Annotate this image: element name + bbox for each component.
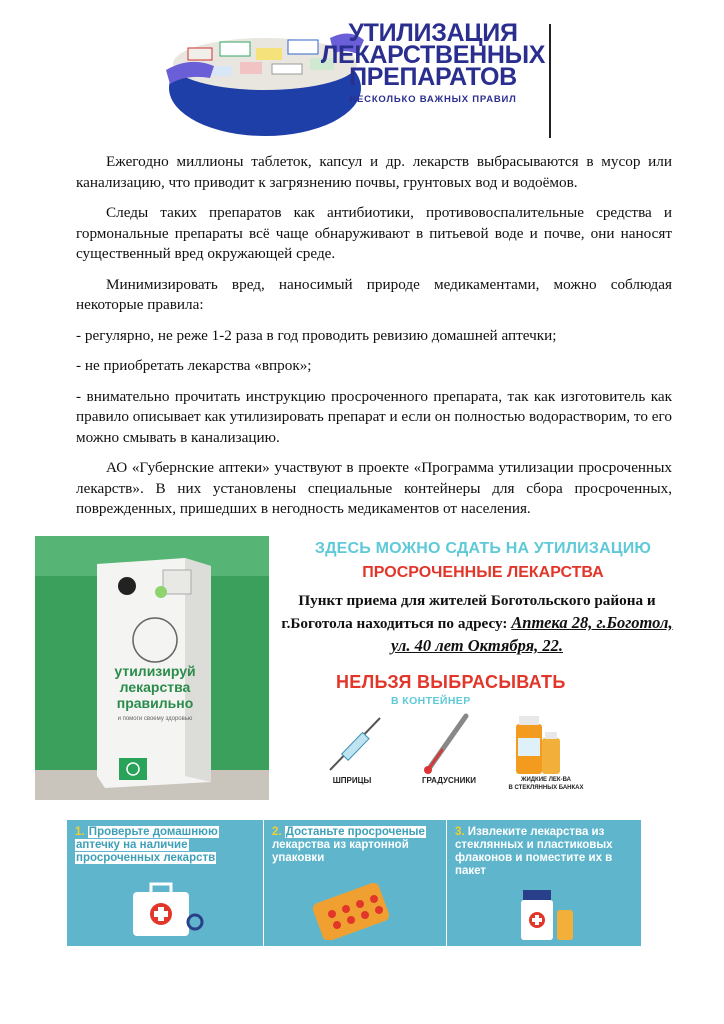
step-3-line-2: стеклянных и пластиковых: [455, 839, 613, 851]
step-1-line-3: просроченных лекарств: [76, 852, 216, 864]
collection-point-info: [276, 590, 678, 658]
step-1-line-1: Проверьте домашнюю: [88, 826, 218, 838]
forbidden-item-liquids: [496, 776, 596, 792]
step-3-panel: [447, 820, 641, 946]
step-3-line-4: пакет: [455, 865, 486, 877]
title-line-2: ЛЕКАРСТВЕННЫХ: [320, 41, 546, 69]
step-2-line-2: лекарства из картонной: [272, 839, 409, 851]
step-3-line-1: Извлеките лекарства из: [467, 826, 605, 838]
first-aid-kit-icon: [127, 878, 207, 940]
forbidden-title: НЕЛЬЗЯ ВЫБРАСЫВАТЬ: [336, 672, 566, 692]
pill-blister-icon: [308, 880, 398, 940]
title-line-3: ПРЕПАРАТОВ: [349, 63, 517, 91]
step-3-number: 3.: [455, 826, 465, 838]
step-1-panel: [67, 820, 263, 946]
header-title: [318, 19, 548, 111]
step-1-text: [75, 826, 219, 865]
step-1-line-2: аптечку на наличие: [76, 839, 188, 851]
title-line-1: УТИЛИЗАЦИЯ: [348, 19, 518, 47]
forbidden-item-syringes: ШПРИЦЫ: [332, 776, 372, 785]
step-3-text: [455, 826, 613, 878]
pill-bottle-icon: [515, 886, 579, 942]
header-divider: [549, 24, 551, 138]
step-2-text: [272, 826, 426, 865]
paragraph-7: АО «Губернские аптеки» участвуют в проекте «Программа утилизации просроченных лекарств». В них установлены специальные контейнеры для сбора просроченных, поврежденных, пришедших в негодность медикаментов от населения.: [76, 459, 672, 517]
collection-point-text: Пункт приема для жителей Боготольского района и г.Боготола находиться по адресу:: [281, 592, 656, 632]
step-2-panel: [264, 820, 446, 946]
medicine-bottles-icon: [516, 716, 560, 774]
paragraph-5: - не приобретать лекарства «впрок»;: [76, 357, 312, 374]
bin-small-text: и помоги своему здоровью: [117, 716, 193, 722]
paragraph-4: - регулярно, не реже 1-2 раза в год проводить ревизию домашней аптечки;: [76, 326, 557, 344]
body-text: [76, 152, 672, 530]
step-2-line-3: упаковки: [272, 852, 325, 864]
paragraph-1: Ежегодно миллионы таблеток, капсул и др. лекарств выбрасываются в мусор или канализацию, что приводит к загрязнению почвы, грунтовых вод и водоёмов.: [76, 153, 672, 191]
step-2-number: 2.: [272, 826, 282, 838]
forbidden-item-liquids-line-2: В СТЕКЛЯННЫХ БАНКАХ: [508, 785, 584, 791]
thermometer-icon: [424, 716, 466, 774]
forbidden-subtitle: В КОНТЕЙНЕР: [391, 695, 471, 707]
forbidden-item-liquids-line-1: ЖИДКИЕ ЛЕК-ВА: [521, 777, 571, 783]
header-subtitle: НЕСКОЛЬКО ВАЖНЫХ ПРАВИЛ: [349, 94, 517, 105]
drop-off-banner: [294, 537, 672, 589]
banner-line-1: ЗДЕСЬ МОЖНО СДАТЬ НА УТИЛИЗАЦИЮ: [314, 540, 652, 557]
bin-label-line-2: лекарства: [119, 679, 191, 695]
banner-line-2: ПРОСРОЧЕННЫЕ ЛЕКАРСТВА: [362, 564, 604, 581]
syringe-icon: [330, 718, 380, 770]
forbidden-item-thermometers: ГРАДУСНИКИ: [422, 776, 476, 785]
bin-label-line-3: правильно: [116, 695, 194, 711]
collection-point-address: Аптека 28, г.Боготол, ул. 40 лет Октября, 22.: [391, 613, 673, 655]
step-3-line-3: флаконов и поместите их в: [455, 852, 613, 864]
paragraph-6: - внимательно прочитать инструкцию просроченного препарата, так как изготовитель как правило описывает как утилизировать препарат и если он полностью водорастворим, то его можно смывать в канализацию.: [76, 387, 672, 446]
bin-label-line-1: утилизируй: [114, 663, 196, 679]
paragraph-2: Следы таких препаратов как антибиотики, противовоспалительные средства и гормональные препараты всё чаще обнаруживают в питьевой воде и почве, они наносят существенный вред окружающей среде.: [76, 204, 672, 262]
step-1-number: 1.: [75, 826, 85, 838]
step-2-line-1: Достаньте просроченые: [285, 826, 425, 838]
collection-bin-photo: [35, 536, 269, 800]
paragraph-3: Минимизировать вред, наносимый природе медикаментами, можно соблюдая некоторые правила:: [76, 275, 672, 313]
